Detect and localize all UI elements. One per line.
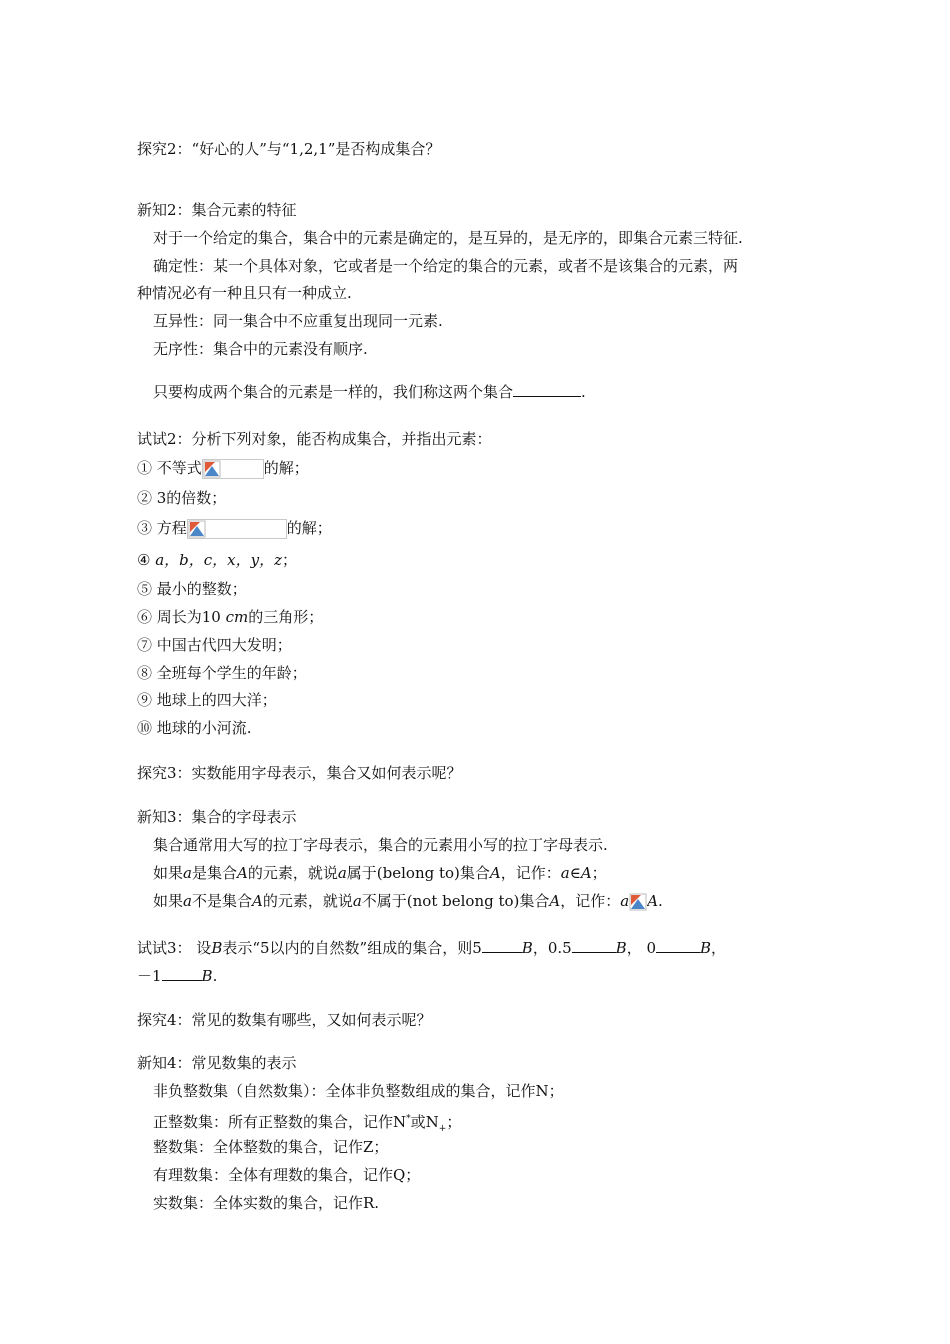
text: ；	[446, 1113, 462, 1131]
item-4-end: ；	[282, 551, 298, 569]
item-3-text: ③ 方程	[137, 519, 187, 537]
text: 是集合	[191, 864, 237, 882]
item-6-tail: 的三角形；	[248, 608, 324, 626]
new3-title: 新知3：集合的字母表示	[137, 808, 297, 826]
answer-blank	[162, 966, 202, 981]
var-A: A	[647, 892, 659, 910]
explore3-title: 探究3：实数能用字母表示，集合又如何表示呢？	[137, 764, 462, 782]
new3-p3	[153, 891, 663, 911]
var-A: A	[236, 864, 248, 882]
broken-image-icon	[629, 893, 647, 911]
try2-item-2: ② 3的倍数；	[137, 489, 227, 507]
answer-blank	[572, 938, 616, 953]
text: 或N	[410, 1113, 439, 1131]
text: 如果	[153, 892, 184, 910]
formula-image-placeholder	[202, 459, 264, 479]
answer-blank	[513, 382, 581, 397]
var-B: B	[201, 967, 213, 985]
new3-p1: 集合通常用大写的拉丁字母表示，集合的元素用小写的拉丁字母表示.	[153, 836, 608, 854]
try2-item-9: ⑨ 地球上的四大洋；	[137, 691, 277, 709]
try2-item-1	[137, 458, 309, 479]
item-4-num: ④	[137, 551, 156, 569]
text: .	[658, 892, 663, 910]
broken-image-icon	[188, 520, 206, 538]
text: 的元素，就说	[262, 892, 353, 910]
var-B: B	[521, 939, 533, 957]
var-a: a	[560, 864, 570, 882]
try2-item-7: ⑦ 中国古代四大发明；	[137, 636, 292, 654]
text: 试试3： 设	[137, 939, 212, 957]
text: ，记作：	[500, 864, 561, 882]
new2-p4: 无序性：集合中的元素没有顺序.	[153, 340, 368, 358]
new4-title: 新知4：常见数集的表示	[137, 1054, 297, 1072]
text: －1	[137, 967, 162, 985]
var-A: A	[549, 892, 561, 910]
item-3-tail: 的解；	[286, 519, 332, 537]
text: ，记作：	[560, 892, 621, 910]
text: 的元素，就说	[247, 864, 338, 882]
try2-item-4	[137, 550, 297, 570]
try2-item-10: ⑩ 地球的小河流.	[137, 719, 252, 737]
new2-p2b: 种情况必有一种且只有一种成立.	[137, 284, 352, 302]
new4-p3: 整数集：全体整数的集合，记作Z；	[153, 1138, 389, 1156]
new4-p4: 有理数集：全体有理数的集合，记作Q；	[153, 1166, 421, 1184]
explore4-title: 探究4：常见的数集有哪些，又如何表示呢？	[137, 1011, 432, 1029]
new3-p2	[153, 863, 607, 883]
text: 如果	[153, 864, 184, 882]
new2-p3: 互异性：同一集合中不应重复出现同一元素.	[153, 312, 443, 330]
var-a: a	[183, 892, 192, 910]
not-element-of-image-placeholder	[629, 893, 647, 911]
formula-image-placeholder	[187, 519, 287, 539]
try2-item-6	[137, 607, 323, 627]
try2-item-5: ⑤ 最小的整数；	[137, 580, 247, 598]
var-B: B	[700, 939, 712, 957]
answer-blank	[482, 938, 522, 953]
subscript: +	[438, 1124, 447, 1134]
item-6-unit: cm	[225, 608, 249, 626]
new4-p1: 非负整数集（自然数集）：全体非负整数组成的集合，记作N；	[153, 1082, 564, 1100]
item-1-text: ① 不等式	[137, 459, 202, 477]
new4-p5: 实数集：全体实数的集合，记作R.	[153, 1194, 380, 1212]
try3-line1	[137, 938, 726, 958]
new2-p5	[153, 382, 586, 402]
explore2-title: 探究2：“好心的人”与“1,2,1”是否构成集合？	[137, 140, 441, 158]
var-a: a	[352, 892, 362, 910]
new2-p5-text: 只要构成两个集合的元素是一样的，我们称这两个集合	[153, 383, 514, 401]
item-1-tail: 的解；	[263, 459, 309, 477]
new2-title: 新知2：集合元素的特征	[137, 201, 297, 219]
text: 正整数集：所有正整数的集合，记作N	[153, 1113, 407, 1131]
var-B: B	[211, 939, 223, 957]
try2-item-3	[137, 518, 332, 539]
try2-title: 试试2：分析下列对象，能否构成集合，并指出元素：	[137, 430, 492, 448]
item-4-letters: a，b，c，x，y，z	[155, 551, 283, 569]
new4-p2	[153, 1109, 461, 1139]
var-a: a	[337, 864, 347, 882]
item-6-text: ⑥ 周长为10	[137, 608, 226, 626]
broken-image-icon	[203, 460, 221, 478]
text: 表示“5以内的自然数”组成的集合，则5	[222, 939, 482, 957]
text: .	[212, 967, 218, 985]
text: 属于(belong to)集合	[346, 864, 490, 882]
text: 不属于(not belong to)集合	[361, 892, 550, 910]
var-a: a	[183, 864, 192, 882]
text: ；	[591, 864, 607, 882]
answer-blank	[656, 938, 700, 953]
var-A: A	[489, 864, 501, 882]
text: 不是集合	[191, 892, 252, 910]
try3-line2	[137, 966, 217, 986]
new2-p5-end: .	[581, 383, 586, 401]
var-B: B	[615, 939, 627, 957]
var-a: a	[620, 892, 630, 910]
var-A: A	[580, 864, 592, 882]
text: ，	[711, 939, 727, 957]
new2-p1: 对于一个给定的集合，集合中的元素是确定的，是互异的，是无序的，即集合元素三特征.	[153, 229, 743, 247]
text: ， 0	[626, 939, 657, 957]
element-of-symbol: ∈	[569, 864, 581, 882]
text: ，0.5	[532, 939, 572, 957]
var-A: A	[251, 892, 263, 910]
try2-item-8: ⑧ 全班每个学生的年龄；	[137, 664, 307, 682]
superscript: *	[406, 1114, 411, 1124]
new2-p2a: 确定性：某一个具体对象，它或者是一个给定的集合的元素，或者不是该集合的元素，两	[153, 257, 739, 275]
